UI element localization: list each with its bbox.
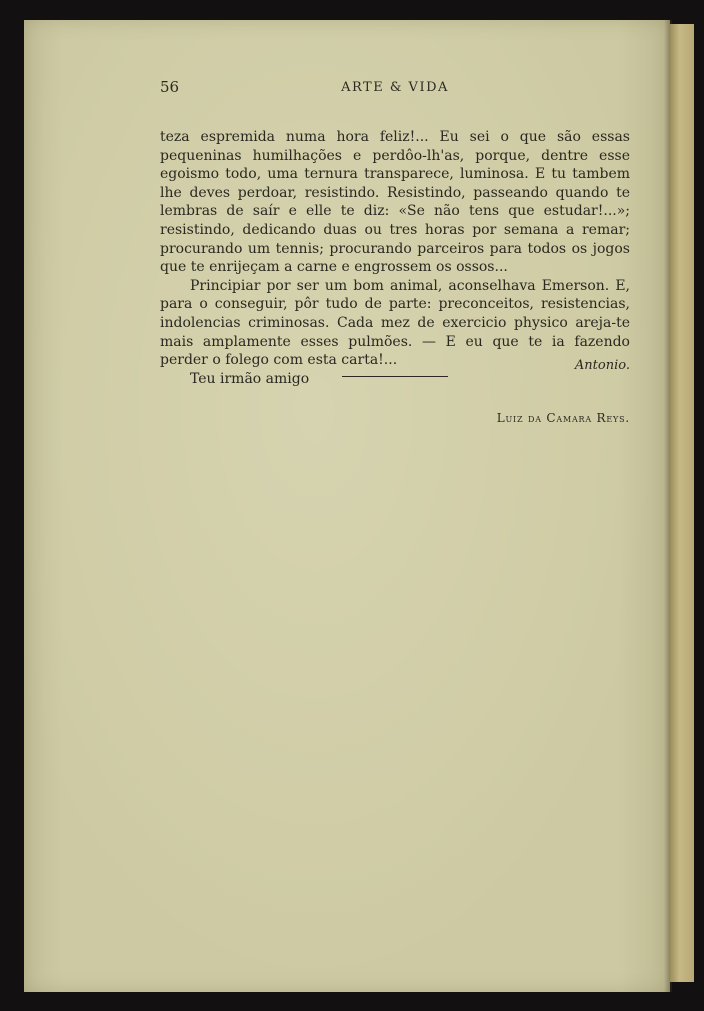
paragraph: Principiar por ser um bom animal, aconselhava Emerson. E, para o conseguir, pôr tudo de parte: preconceitos, resistencias, indolencias criminosas. Cada mez de exercicio physico areja-te mais amplamente esses pulmões. — E eu que te ia fazendo perder o folego com esta carta!...: [160, 277, 630, 369]
page-number: 56: [160, 78, 180, 96]
page-header: [160, 78, 630, 98]
adjacent-page-edge: [670, 24, 694, 982]
paragraph-continued: teza espremida numa hora feliz!... Eu sei o que são essas pequeninas humilhações e perdôo-lh'as, porque, dentre esse egoismo todo, uma ternura transparece, luminosa. E tu tambem lhe deves perdoar, resistindo. Resistindo, passeando quando te lembras de saír e elle te diz: «Se não tens que estudar!...»; resistindo, dedicando duas ou tres horas por semana a remar; procurando um tennis; procurando parceiros para todos os jogos que te enrijeçam a carne e engrossem os ossos...: [160, 129, 630, 276]
letter-signature: Antonio.: [574, 358, 630, 373]
running-title: ARTE & VIDA: [341, 80, 449, 95]
letter-body: [160, 128, 630, 388]
section-divider: [342, 376, 448, 377]
letter-closing: Teu irmão amigo: [190, 370, 310, 387]
article-author: Luiz da Camara Reys.: [496, 411, 630, 425]
